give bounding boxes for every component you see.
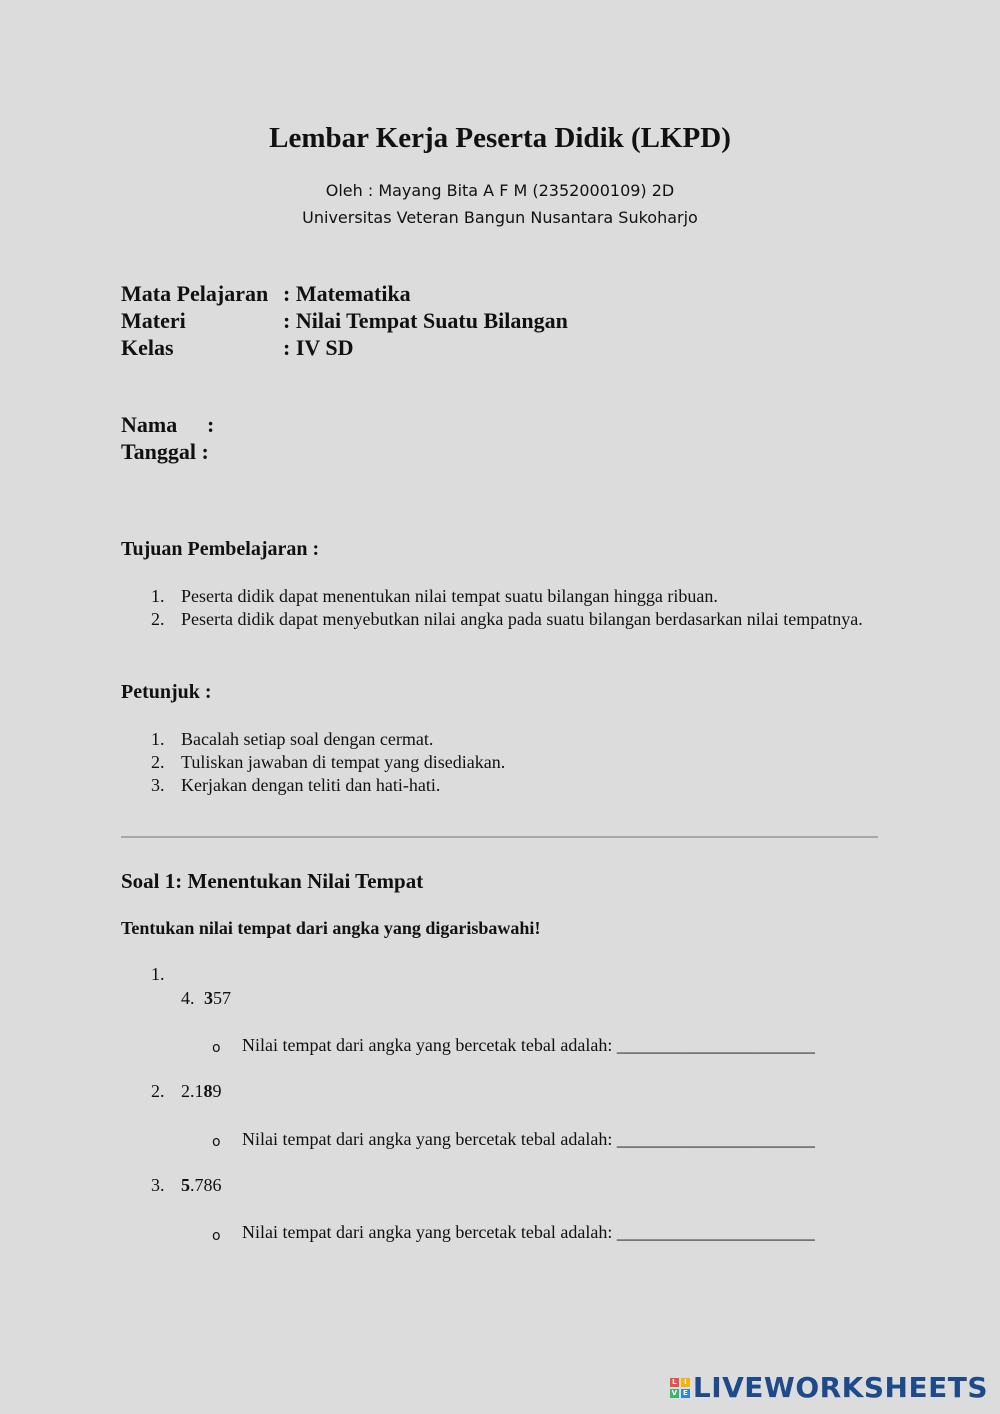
instruction-item: Tuliskan jawaban di tempat yang disediakan.	[181, 752, 506, 772]
question-num: 3.	[151, 1175, 165, 1195]
date-row	[121, 438, 209, 465]
liveworksheets-logo[interactable]	[670, 1371, 988, 1404]
subject-label: Mata Pelajaran	[121, 281, 269, 306]
page-title: Lembar Kerja Peserta Didik (LKPD)	[269, 122, 731, 154]
bold-digit: 3	[204, 988, 213, 1008]
instruction-item: Kerjakan dengan teliti dan hati-hati.	[181, 775, 441, 795]
question-inner-num: 4.	[181, 988, 195, 1008]
objective-num: 1.	[151, 586, 165, 606]
question-heading: Soal 1: Menentukan Nilai Tempat	[121, 869, 424, 893]
logo-mark-icon: L I V E	[670, 1378, 690, 1398]
question-number-value: 5.786	[181, 1175, 222, 1195]
objectives-heading: Tujuan Pembelajaran :	[121, 538, 320, 560]
question-number-value: 357	[204, 988, 231, 1008]
answer-prompt[interactable]: Nilai tempat dari angka yang bercetak tebal adalah: ______________________	[242, 1222, 815, 1242]
topic-row	[121, 307, 568, 334]
objective-item: Peserta didik dapat menentukan nilai tempat suatu bilangan hingga ribuan.	[181, 586, 718, 606]
class-row	[121, 334, 354, 361]
instruction-item: Bacalah setiap soal dengan cermat.	[181, 729, 434, 749]
question-num: 2.	[151, 1081, 165, 1101]
subject-value: : Matematika	[283, 281, 411, 306]
question-number-value: 2.189	[181, 1081, 222, 1101]
objective-num: 2.	[151, 609, 165, 629]
question-list	[0, 963, 1000, 1263]
bullet-icon: o	[212, 1228, 221, 1244]
topic-value: : Nilai Tempat Suatu Bilangan	[283, 308, 568, 333]
instructions-list	[0, 728, 1000, 803]
topic-label: Materi	[121, 308, 186, 333]
answer-prompt[interactable]: Nilai tempat dari angka yang bercetak tebal adalah: ______________________	[242, 1129, 815, 1149]
author-line: Oleh : Mayang Bita A F M (2352000109) 2D	[325, 181, 675, 200]
logo-text: LIVEWORKSHEETS	[692, 1371, 988, 1404]
question-instruction: Tentukan nilai tempat dari angka yang digarisbawahi!	[121, 918, 541, 938]
objective-item: Peserta didik dapat menyebutkan nilai angka pada suatu bilangan berdasarkan nilai tempatnya.	[181, 609, 863, 629]
bullet-icon: o	[212, 1040, 221, 1056]
answer-prompt[interactable]: Nilai tempat dari angka yang bercetak tebal adalah: ______________________	[242, 1035, 815, 1055]
instruction-num: 1.	[151, 729, 165, 749]
section-divider	[121, 836, 878, 838]
question-num: 1.	[151, 964, 165, 984]
subject-row	[121, 280, 411, 307]
instructions-heading: Petunjuk :	[121, 681, 212, 703]
class-label: Kelas	[121, 335, 174, 360]
objectives-list	[0, 585, 1000, 665]
class-value: : IV SD	[283, 335, 354, 360]
date-label: Tanggal :	[121, 439, 209, 464]
instruction-num: 2.	[151, 752, 165, 772]
name-row	[121, 411, 214, 438]
name-label: Nama	[121, 412, 178, 437]
university-line: Universitas Veteran Bangun Nusantara Sukoharjo	[302, 208, 698, 227]
bullet-icon: o	[212, 1134, 221, 1150]
instruction-num: 3.	[151, 775, 165, 795]
bold-digit: 5	[181, 1175, 190, 1195]
name-colon: :	[207, 412, 215, 437]
bold-digit: 8	[203, 1081, 213, 1101]
